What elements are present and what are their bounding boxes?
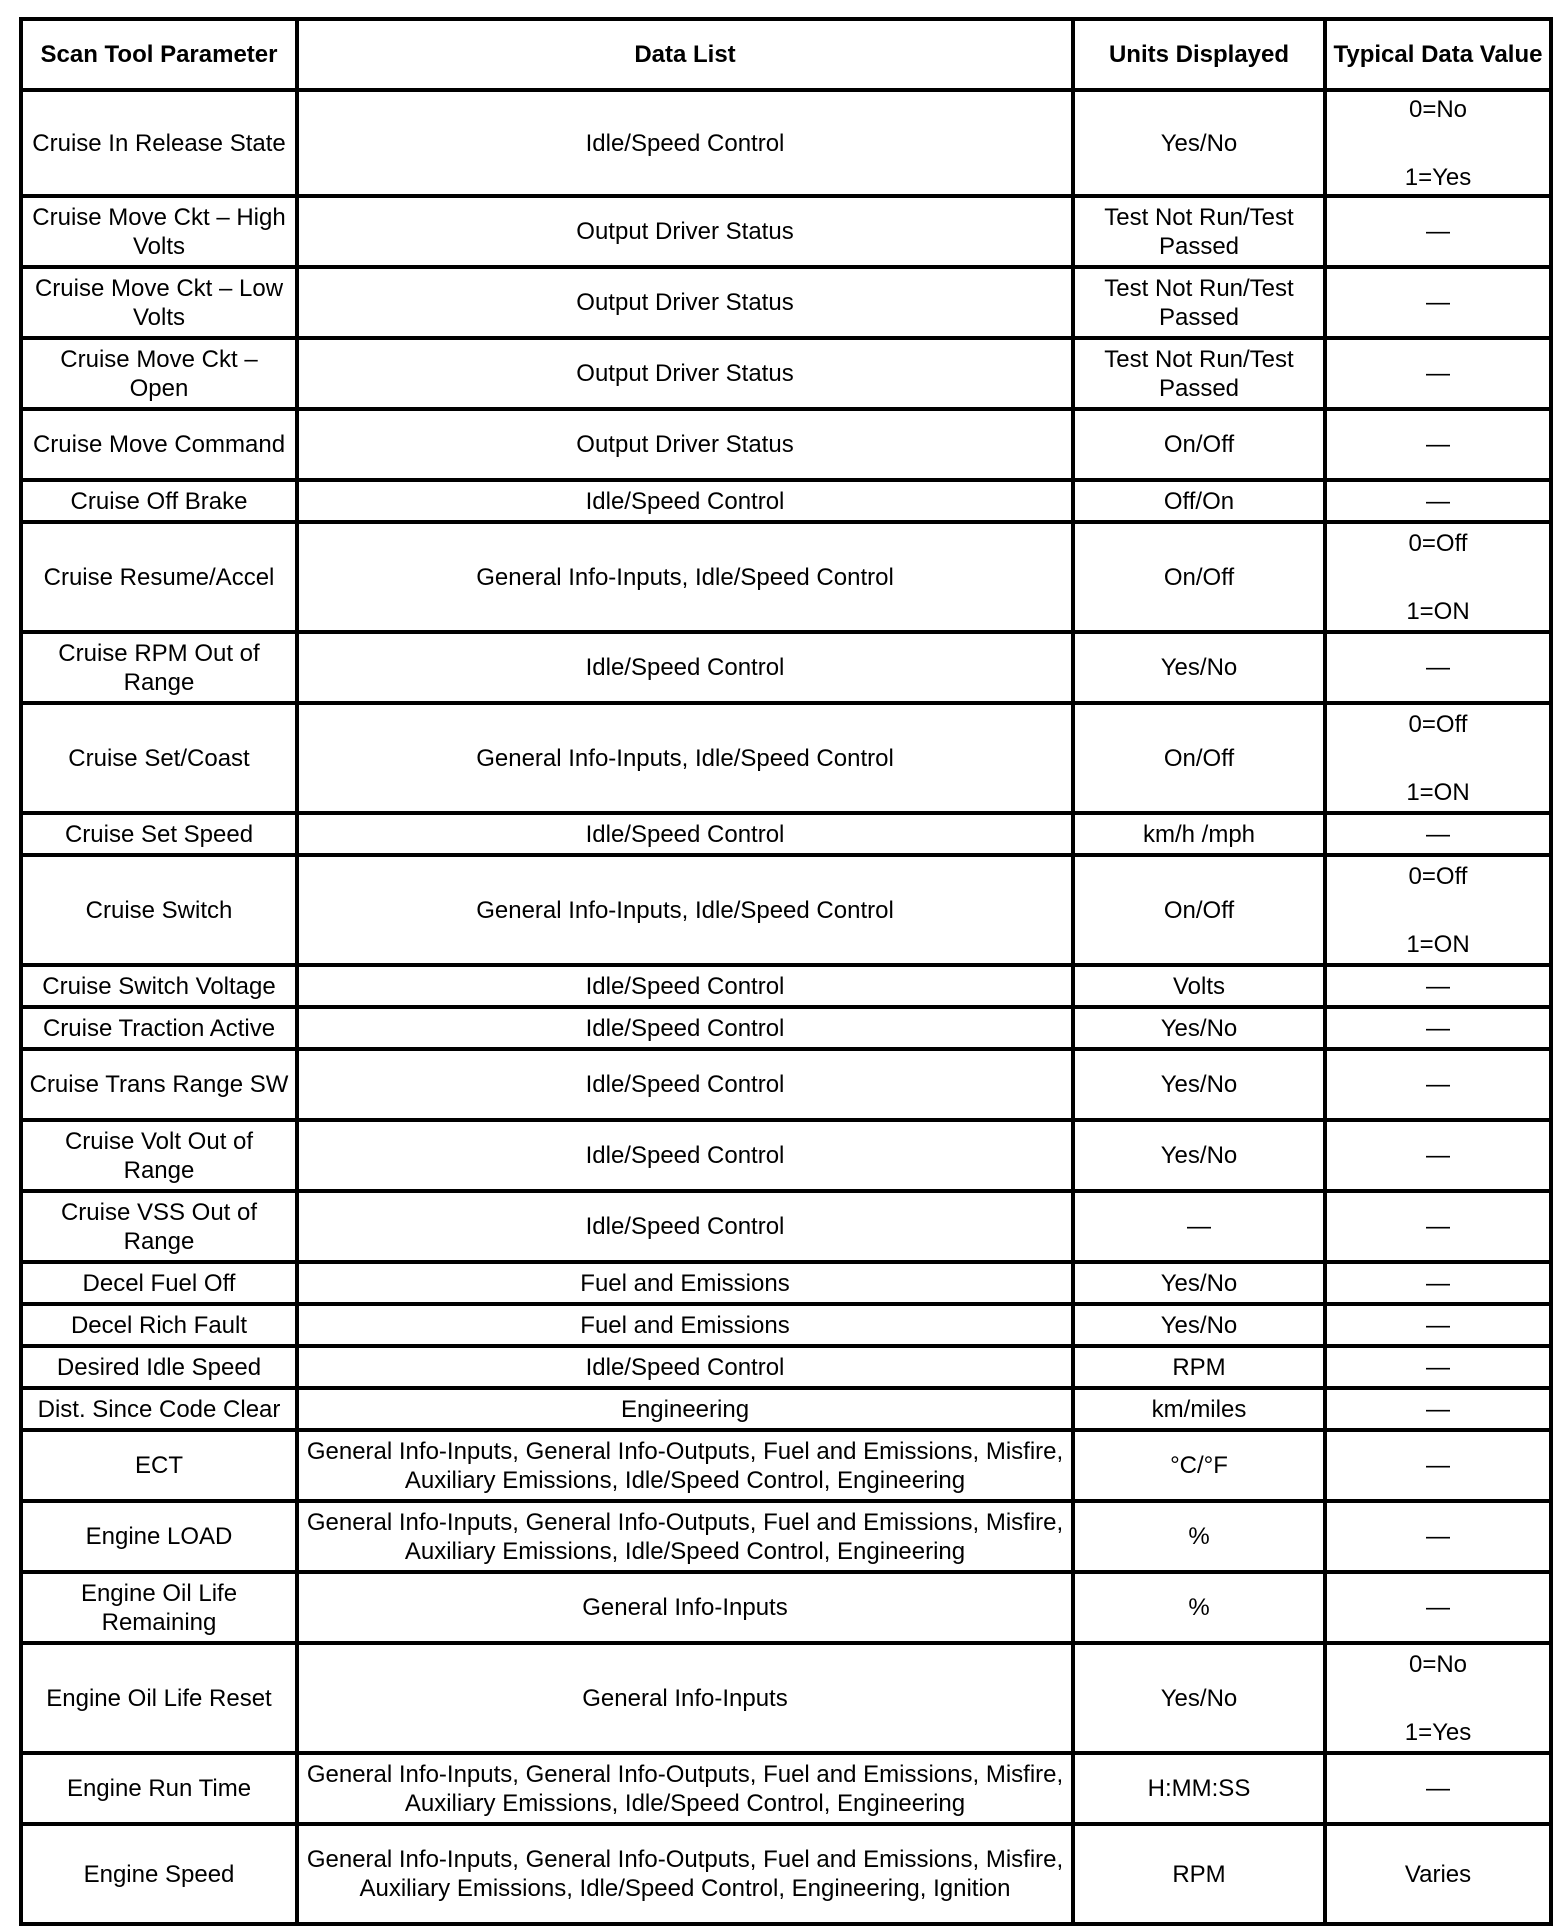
typical-value-option: 1=Yes: [1404, 163, 1472, 191]
table-row: [21, 1501, 1551, 1572]
table-row: [21, 1120, 1551, 1191]
cell-units-displayed: On/Off: [1073, 855, 1325, 965]
cell-units-displayed: Test Not Run/Test Passed: [1073, 338, 1325, 409]
cell-units-displayed: Yes/No: [1073, 1120, 1325, 1191]
cell-data-list: Idle/Speed Control: [297, 632, 1073, 703]
cell-data-list: Idle/Speed Control: [297, 965, 1073, 1007]
cell-units-displayed: RPM: [1073, 1824, 1325, 1924]
cell-typical-data-value: —: [1325, 1501, 1551, 1572]
cell-scan-tool-parameter: Cruise Move Ckt – Low Volts: [21, 267, 297, 338]
cell-data-list: General Info-Inputs: [297, 1572, 1073, 1643]
table-row: [21, 196, 1551, 267]
table-row: [21, 480, 1551, 522]
cell-units-displayed: Volts: [1073, 965, 1325, 1007]
cell-scan-tool-parameter: Decel Rich Fault: [21, 1304, 297, 1346]
cell-data-list: Idle/Speed Control: [297, 90, 1073, 196]
table-row: [21, 409, 1551, 480]
cell-units-displayed: Test Not Run/Test Passed: [1073, 267, 1325, 338]
typical-value-pair: [1333, 710, 1543, 807]
table-row: [21, 1643, 1551, 1753]
cell-units-displayed: km/miles: [1073, 1388, 1325, 1430]
table-row: [21, 813, 1551, 855]
cell-units-displayed: H:MM:SS: [1073, 1753, 1325, 1824]
table-row: [21, 1304, 1551, 1346]
cell-units-displayed: On/Off: [1073, 409, 1325, 480]
cell-scan-tool-parameter: Engine Run Time: [21, 1753, 297, 1824]
header-row: [21, 19, 1551, 90]
table-row: [21, 1191, 1551, 1262]
cell-data-list: General Info-Inputs, General Info-Outputs, Fuel and Emissions, Misfire, Auxiliary Emissions, Idle/Speed Control, Engineering: [297, 1753, 1073, 1824]
cell-units-displayed: Yes/No: [1073, 1049, 1325, 1120]
cell-units-displayed: Yes/No: [1073, 1262, 1325, 1304]
cell-data-list: General Info-Inputs, General Info-Outputs, Fuel and Emissions, Misfire, Auxiliary Emissions, Idle/Speed Control, Engineering: [297, 1430, 1073, 1501]
cell-data-list: General Info-Inputs, Idle/Speed Control: [297, 855, 1073, 965]
cell-scan-tool-parameter: Decel Fuel Off: [21, 1262, 297, 1304]
cell-units-displayed: Yes/No: [1073, 1304, 1325, 1346]
typical-value-option: 0=No: [1408, 1650, 1468, 1678]
cell-data-list: General Info-Inputs, Idle/Speed Control: [297, 703, 1073, 813]
cell-typical-data-value: —: [1325, 1049, 1551, 1120]
cell-units-displayed: km/h /mph: [1073, 813, 1325, 855]
cell-scan-tool-parameter: Cruise Set Speed: [21, 813, 297, 855]
cell-typical-data-value: —: [1325, 813, 1551, 855]
cell-typical-data-value: —: [1325, 1007, 1551, 1049]
cell-typical-data-value: [1325, 855, 1551, 965]
cell-typical-data-value: —: [1325, 1572, 1551, 1643]
cell-data-list: Idle/Speed Control: [297, 1007, 1073, 1049]
cell-data-list: Idle/Speed Control: [297, 1049, 1073, 1120]
cell-scan-tool-parameter: ECT: [21, 1430, 297, 1501]
cell-scan-tool-parameter: Cruise Move Command: [21, 409, 297, 480]
cell-scan-tool-parameter: Engine Speed: [21, 1824, 297, 1924]
cell-scan-tool-parameter: Cruise Traction Active: [21, 1007, 297, 1049]
table-row: [21, 522, 1551, 632]
table-row: [21, 1346, 1551, 1388]
table-row: [21, 703, 1551, 813]
cell-units-displayed: On/Off: [1073, 522, 1325, 632]
cell-data-list: Output Driver Status: [297, 409, 1073, 480]
cell-scan-tool-parameter: Cruise Move Ckt – High Volts: [21, 196, 297, 267]
cell-scan-tool-parameter: Cruise Switch: [21, 855, 297, 965]
cell-units-displayed: Yes/No: [1073, 1643, 1325, 1753]
cell-typical-data-value: —: [1325, 1262, 1551, 1304]
cell-units-displayed: —: [1073, 1191, 1325, 1262]
cell-units-displayed: Off/On: [1073, 480, 1325, 522]
cell-scan-tool-parameter: Cruise Resume/Accel: [21, 522, 297, 632]
cell-data-list: Output Driver Status: [297, 338, 1073, 409]
header-units-displayed: Units Displayed: [1073, 19, 1325, 90]
cell-typical-data-value: —: [1325, 1430, 1551, 1501]
cell-units-displayed: %: [1073, 1572, 1325, 1643]
cell-scan-tool-parameter: Cruise RPM Out of Range: [21, 632, 297, 703]
header-scan-tool-parameter: Scan Tool Parameter: [21, 19, 297, 90]
cell-typical-data-value: Varies: [1325, 1824, 1551, 1924]
cell-scan-tool-parameter: Cruise Move Ckt – Open: [21, 338, 297, 409]
cell-scan-tool-parameter: Engine Oil Life Remaining: [21, 1572, 297, 1643]
cell-typical-data-value: —: [1325, 1120, 1551, 1191]
cell-scan-tool-parameter: Cruise Switch Voltage: [21, 965, 297, 1007]
cell-units-displayed: Test Not Run/Test Passed: [1073, 196, 1325, 267]
typical-value-option: 0=Off: [1408, 529, 1468, 557]
cell-data-list: Output Driver Status: [297, 267, 1073, 338]
cell-data-list: General Info-Inputs, General Info-Outputs, Fuel and Emissions, Misfire, Auxiliary Emissions, Idle/Speed Control, Engineering, Ignition: [297, 1824, 1073, 1924]
cell-typical-data-value: —: [1325, 1753, 1551, 1824]
table-body: [21, 90, 1551, 1924]
cell-data-list: Idle/Speed Control: [297, 1346, 1073, 1388]
table-row: [21, 1753, 1551, 1824]
cell-typical-data-value: —: [1325, 965, 1551, 1007]
cell-units-displayed: RPM: [1073, 1346, 1325, 1388]
cell-scan-tool-parameter: Cruise Off Brake: [21, 480, 297, 522]
typical-value-option: 0=No: [1408, 95, 1468, 123]
cell-data-list: Idle/Speed Control: [297, 1120, 1073, 1191]
cell-data-list: General Info-Inputs, Idle/Speed Control: [297, 522, 1073, 632]
table-row: [21, 338, 1551, 409]
table-row: [21, 632, 1551, 703]
cell-scan-tool-parameter: Engine Oil Life Reset: [21, 1643, 297, 1753]
table-row: [21, 267, 1551, 338]
cell-units-displayed: Yes/No: [1073, 90, 1325, 196]
cell-data-list: Idle/Speed Control: [297, 1191, 1073, 1262]
typical-value-pair: [1333, 95, 1543, 192]
typical-value-option: 0=Off: [1408, 862, 1468, 890]
cell-scan-tool-parameter: Cruise In Release State: [21, 90, 297, 196]
table-row: [21, 1388, 1551, 1430]
table-row: [21, 855, 1551, 965]
cell-data-list: General Info-Inputs: [297, 1643, 1073, 1753]
table-row: [21, 1262, 1551, 1304]
table-row: [21, 965, 1551, 1007]
cell-units-displayed: °C/°F: [1073, 1430, 1325, 1501]
cell-typical-data-value: —: [1325, 1191, 1551, 1262]
cell-scan-tool-parameter: Engine LOAD: [21, 1501, 297, 1572]
cell-typical-data-value: [1325, 703, 1551, 813]
cell-typical-data-value: —: [1325, 267, 1551, 338]
cell-typical-data-value: —: [1325, 1304, 1551, 1346]
table-row: [21, 90, 1551, 196]
typical-value-pair: [1333, 862, 1543, 959]
header-typical-data-value: Typical Data Value: [1325, 19, 1551, 90]
cell-units-displayed: On/Off: [1073, 703, 1325, 813]
cell-typical-data-value: —: [1325, 632, 1551, 703]
cell-typical-data-value: [1325, 1643, 1551, 1753]
scan-tool-parameter-table: [19, 17, 1553, 1926]
cell-units-displayed: %: [1073, 1501, 1325, 1572]
cell-typical-data-value: —: [1325, 480, 1551, 522]
typical-value-pair: [1333, 529, 1543, 626]
cell-data-list: Idle/Speed Control: [297, 813, 1073, 855]
cell-scan-tool-parameter: Dist. Since Code Clear: [21, 1388, 297, 1430]
table-row: [21, 1824, 1551, 1924]
cell-typical-data-value: —: [1325, 409, 1551, 480]
typical-value-option: 0=Off: [1408, 710, 1468, 738]
cell-scan-tool-parameter: Cruise Set/Coast: [21, 703, 297, 813]
cell-scan-tool-parameter: Desired Idle Speed: [21, 1346, 297, 1388]
cell-scan-tool-parameter: Cruise Volt Out of Range: [21, 1120, 297, 1191]
cell-units-displayed: Yes/No: [1073, 1007, 1325, 1049]
cell-typical-data-value: [1325, 522, 1551, 632]
header-data-list: Data List: [297, 19, 1073, 90]
table-row: [21, 1430, 1551, 1501]
cell-typical-data-value: —: [1325, 338, 1551, 409]
typical-value-pair: [1333, 1650, 1543, 1747]
cell-typical-data-value: —: [1325, 1388, 1551, 1430]
typical-value-option: 1=ON: [1406, 597, 1470, 625]
cell-data-list: Fuel and Emissions: [297, 1304, 1073, 1346]
cell-typical-data-value: —: [1325, 196, 1551, 267]
cell-data-list: Engineering: [297, 1388, 1073, 1430]
cell-units-displayed: Yes/No: [1073, 632, 1325, 703]
typical-value-option: 1=Yes: [1404, 1718, 1472, 1746]
cell-data-list: Fuel and Emissions: [297, 1262, 1073, 1304]
typical-value-option: 1=ON: [1406, 778, 1470, 806]
table-row: [21, 1572, 1551, 1643]
cell-typical-data-value: [1325, 90, 1551, 196]
typical-value-option: 1=ON: [1406, 930, 1470, 958]
cell-data-list: Idle/Speed Control: [297, 480, 1073, 522]
cell-data-list: General Info-Inputs, General Info-Outputs, Fuel and Emissions, Misfire, Auxiliary Emissions, Idle/Speed Control, Engineering: [297, 1501, 1073, 1572]
cell-data-list: Output Driver Status: [297, 196, 1073, 267]
cell-scan-tool-parameter: Cruise Trans Range SW: [21, 1049, 297, 1120]
table-row: [21, 1049, 1551, 1120]
table-row: [21, 1007, 1551, 1049]
cell-scan-tool-parameter: Cruise VSS Out of Range: [21, 1191, 297, 1262]
cell-typical-data-value: —: [1325, 1346, 1551, 1388]
